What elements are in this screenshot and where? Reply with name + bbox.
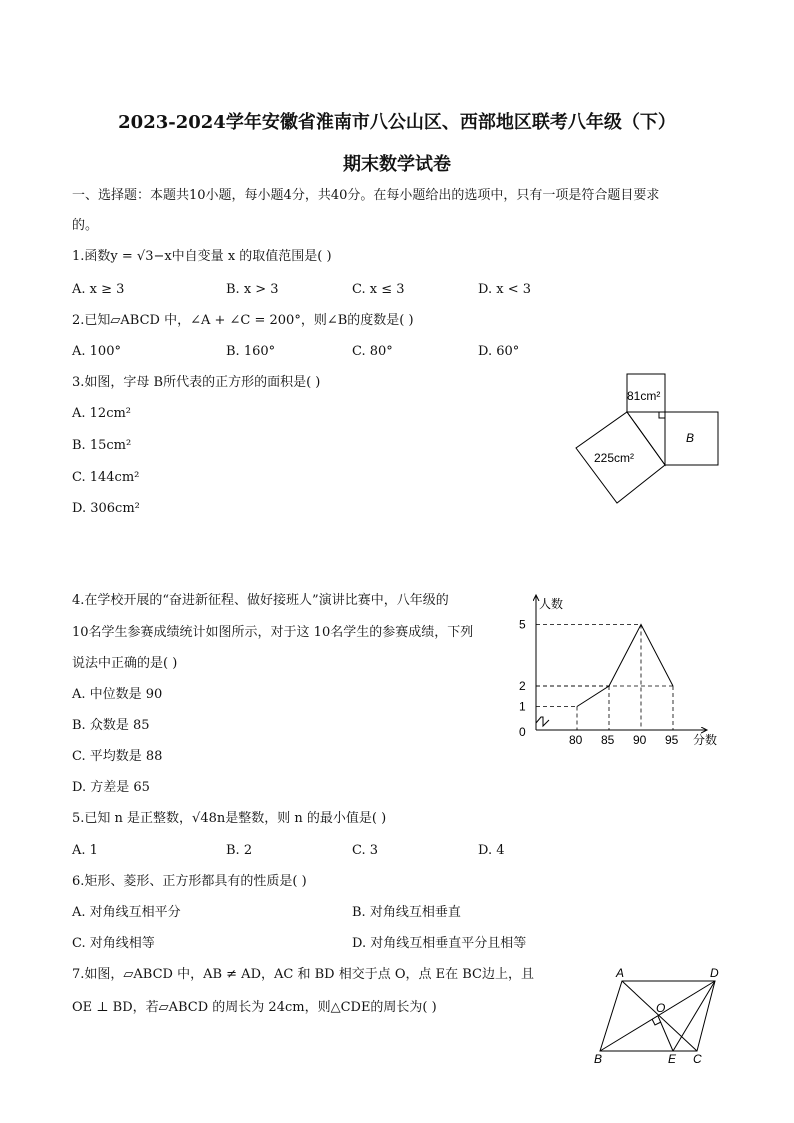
question-2-option-c: C. 80° bbox=[352, 344, 393, 359]
question-1-stem: 1.函数y = √3−x中自变量 x 的取值范围是( ) bbox=[72, 249, 332, 264]
question-5-option-d: D. 4 bbox=[478, 843, 505, 858]
question-1-option-a: A. x ≥ 3 bbox=[72, 282, 125, 297]
question-3-stem: 3.如图，字母 B所代表的正方形的面积是( ) bbox=[72, 375, 321, 390]
label-b: B bbox=[686, 431, 695, 445]
axis-break bbox=[536, 717, 549, 726]
question-6-option-c: C. 对角线相等 bbox=[72, 936, 155, 951]
question-5-option-c: C. 3 bbox=[352, 843, 379, 858]
y-tick-label: 1 bbox=[519, 699, 526, 714]
chart-marks bbox=[519, 618, 679, 748]
question-5-stem: 5.已知 n 是正整数，√48n是整数，则 n 的最小值是( ) bbox=[72, 811, 387, 826]
question-2-option-b: B. 160° bbox=[226, 344, 276, 359]
question-6-option-a: A. 对角线互相平分 bbox=[72, 905, 181, 920]
question-4-line-chart bbox=[505, 590, 730, 750]
question-2-stem: 2.已知▱ABCD 中，∠A + ∠C = 200°，则∠B的度数是( ) bbox=[72, 313, 414, 328]
question-4-option-d: D. 方差是 65 bbox=[72, 780, 150, 795]
question-4-option-b: B. 众数是 85 bbox=[72, 718, 150, 733]
question-1-option-c: C. x ≤ 3 bbox=[352, 282, 405, 297]
x-axis-label: 分数 bbox=[693, 733, 718, 747]
series-line bbox=[577, 625, 673, 707]
label-c: C bbox=[693, 1052, 702, 1065]
diagonal-ac bbox=[622, 981, 697, 1051]
label-a: A bbox=[616, 966, 625, 980]
x-tick-label: 80 bbox=[569, 733, 583, 747]
x-tick-label: 90 bbox=[633, 733, 647, 747]
question-2-option-a: A. 100° bbox=[72, 344, 121, 359]
question-4-option-c: C. 平均数是 88 bbox=[72, 749, 163, 764]
question-6-option-b: B. 对角线互相垂直 bbox=[352, 905, 461, 920]
x-tick-label: 85 bbox=[601, 733, 615, 747]
label-o: O bbox=[656, 1001, 666, 1015]
y-tick-label: 2 bbox=[519, 679, 526, 693]
question-4-stem-line3: 说法中正确的是( ) bbox=[72, 656, 178, 671]
question-7-parallelogram-figure bbox=[585, 965, 735, 1065]
question-3-squares-figure bbox=[570, 370, 730, 510]
paper-title-line2: 期末数学试卷 bbox=[343, 154, 451, 175]
label-81: 81cm² bbox=[627, 389, 661, 403]
question-3-option-b: B. 15cm² bbox=[72, 438, 132, 453]
diagonal-bd bbox=[600, 981, 715, 1051]
segment-de bbox=[673, 981, 715, 1051]
y-axis-label: 人数 bbox=[539, 597, 564, 611]
label-e: E bbox=[668, 1052, 677, 1065]
question-4-option-a: A. 中位数是 90 bbox=[72, 687, 163, 702]
question-5-option-a: A. 1 bbox=[72, 843, 98, 858]
paper-title-line1: 2023-2024学年安徽省淮南市八公山区、西部地区联考八年级（下） bbox=[118, 112, 676, 133]
x-tick-label: 95 bbox=[665, 733, 679, 747]
question-7-stem-line2: OE ⊥ BD，若▱ABCD 的周长为 24cm，则△CDE的周长为( ) bbox=[72, 1000, 437, 1015]
question-3-option-c: C. 144cm² bbox=[72, 470, 140, 485]
question-7-stem-line1: 7.如图，▱ABCD 中，AB ≠ AD，AC 和 BD 相交于点 O，点 E在 BC边上，且 bbox=[72, 967, 534, 982]
label-b: B bbox=[594, 1052, 603, 1065]
y-tick-label: 0 bbox=[519, 725, 526, 739]
label-225: 225cm² bbox=[594, 451, 635, 465]
question-4-stem-line1: 4.在学校开展的“奋进新征程、做好接班人”演讲比赛中，八年级的 bbox=[72, 593, 449, 608]
section-instructions-cont: 的。 bbox=[72, 218, 99, 233]
question-6-option-d: D. 对角线互相垂直平分且相等 bbox=[352, 936, 527, 951]
y-tick-label: 5 bbox=[519, 617, 526, 632]
question-2-option-d: D. 60° bbox=[478, 344, 520, 359]
question-3-option-d: D. 306cm² bbox=[72, 501, 140, 516]
right-angle-mark bbox=[659, 412, 665, 418]
question-4-stem-line2: 10名学生参赛成绩统计如图所示，对于这 10名学生的参赛成绩，下列 bbox=[72, 625, 474, 640]
question-5-option-b: B. 2 bbox=[226, 843, 253, 858]
question-1-option-d: D. x < 3 bbox=[478, 282, 531, 297]
question-3-option-a: A. 12cm² bbox=[72, 406, 132, 421]
question-1-option-b: B. x > 3 bbox=[226, 282, 279, 297]
section-instructions: 一、选择题：本题共10小题，每小题4分，共40分。在每小题给出的选项中，只有一项是符合题目要求 bbox=[72, 188, 660, 203]
label-d: D bbox=[710, 966, 719, 980]
question-6-stem: 6.矩形、菱形、正方形都具有的性质是( ) bbox=[72, 874, 307, 889]
